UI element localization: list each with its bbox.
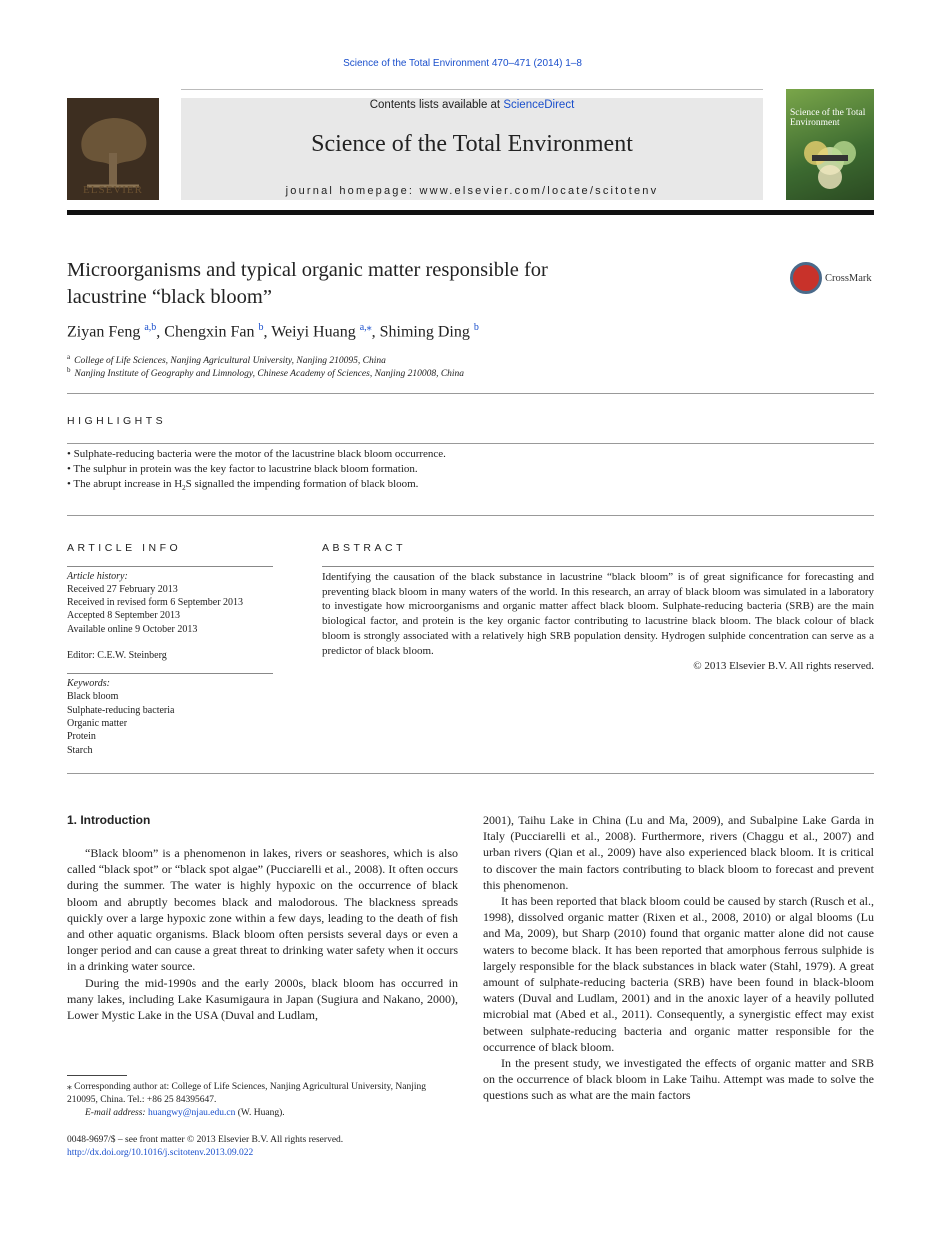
- author-name: Ziyan Feng: [67, 323, 145, 341]
- divider: [67, 515, 874, 516]
- highlight-text: S signalled the impending formation of black bloom.: [185, 478, 419, 490]
- author-separator: ,: [263, 323, 272, 341]
- footnote-rule: [67, 1075, 127, 1076]
- affiliation-mark: b: [67, 366, 71, 374]
- author-name: Weiyi Huang: [271, 323, 360, 341]
- highlight-item: • Sulphate-reducing bacteria were the motor of the lacustrine black bloom occurrence.: [67, 448, 446, 460]
- affiliation-mark: a: [67, 353, 71, 361]
- elsevier-wordmark: ELSEVIER: [83, 184, 143, 196]
- abstract-divider: [322, 566, 874, 567]
- keywords-label: Keywords:: [67, 678, 110, 689]
- cover-title: Science of the Total Environment: [790, 108, 866, 128]
- email-link[interactable]: huangwy@njau.edu.cn: [147, 1108, 236, 1118]
- contents-line: [181, 99, 763, 111]
- article-title: [67, 257, 687, 311]
- info-divider: [67, 566, 273, 567]
- abstract-text: Identifying the causation of the black substance in lacustrine “black bloom” is of great significance for forecasting and preventing black bloom in many waters of the world. In this research, an array of black bloom was simulated in a laboratory to investigate how microorganisms and organic matter affect black bloom. Sulphate-reducing bacteria (SRB) are the main biological factor, and protein is the key organic factor contributing to lacustrine black bloom. The black colour of black bloom is strongly associated with a relatively high SRB population density. Hydrogen sulphide concentration can serve as a predictor of black bloom.: [322, 571, 874, 657]
- keyword: Starch: [67, 745, 93, 756]
- subscript: 2: [182, 484, 186, 493]
- issn-line: 0048-9697/$ – see front matter © 2013 Elsevier B.V. All rights reserved.: [67, 1135, 344, 1145]
- elsevier-logo[interactable]: [67, 98, 159, 200]
- corresponding-author: ⁎ Corresponding author at: College of Life Sciences, Nanjing Agricultural University, Nanjing 210095, China. Tel.: +86 25 84395647.: [67, 1082, 426, 1105]
- header-top-rule: [181, 89, 763, 90]
- highlight-item: • The sulphur in protein was the key factor to lacustrine black bloom formation.: [67, 463, 418, 475]
- affiliation-a: [67, 353, 386, 366]
- intro-column-left: [67, 845, 458, 1023]
- history-revised: Received in revised form 6 September 2013: [67, 597, 244, 608]
- author-affiliation-mark[interactable]: a,⁎: [359, 322, 372, 333]
- paragraph: “Black bloom” is a phenomenon in lakes, rivers or seashores, which is also called “black spot” or “black spot algae” (Pucciarelli et al., 2008). It often occurs during the summer. The water is highly hypoxic on the occurrence of black bloom and abruptly becomes black and malodorous. The blackness spreads quickly over a large hypoxic zone within a few days, leading to the death of fish and other aquatic organisms. Black bloom often persists several days or even a longer period and can cause a great threat to drinking water safety when it occurs in a drinking water source.: [67, 846, 458, 974]
- crossmark-icon[interactable]: [790, 262, 822, 294]
- editor: Editor: C.E.W. Steinberg: [67, 650, 167, 661]
- affiliation-text: Nanjing Institute of Geography and Limnology, Chinese Academy of Sciences, Nanjing 210008, China: [74, 369, 465, 380]
- highlights-heading: HIGHLIGHTS: [67, 415, 167, 427]
- history-accepted: Accepted 8 September 2013: [67, 610, 181, 621]
- author-list: [67, 322, 479, 341]
- info-divider: [67, 673, 273, 674]
- author-affiliation-mark[interactable]: b: [258, 322, 264, 333]
- affiliation-b: [67, 366, 464, 379]
- affiliation-text: College of Life Sciences, Nanjing Agricultural University, Nanjing 210095, China: [74, 356, 386, 367]
- title-line-2: lacustrine “black bloom”: [67, 286, 272, 308]
- author-separator: ,: [371, 323, 380, 341]
- contents-prefix: Contents lists available at: [369, 99, 504, 111]
- keyword: Black bloom: [67, 691, 119, 702]
- doi-link[interactable]: http://dx.doi.org/10.1016/j.scitotenv.2013.09.022: [67, 1148, 254, 1158]
- paragraph: During the mid-1990s and the early 2000s, black bloom has occurred in many lakes, including Lake Kasumigaura in Japan (Sugiura and Nakano, 2000), Lower Mystic Lake in the USA (Duval and Ludlam,: [67, 975, 458, 1023]
- abstract-copyright: © 2013 Elsevier B.V. All rights reserved.: [693, 660, 874, 672]
- abstract-heading: ABSTRACT: [322, 542, 407, 554]
- highlight-item: [67, 478, 418, 492]
- author-name: Chengxin Fan: [164, 323, 259, 341]
- history-label: Article history:: [67, 571, 128, 582]
- paragraph: 2001), Taihu Lake in China (Lu and Ma, 2009), and Subalpine Lake Garda in Italy (Pucciarelli et al., 2008). Furthermore, rivers (Chaggu et al., 2007) and urban rivers (Qian et al., 2009) have also experienced black bloom. It is critical to discover the main factors contributing to black bloom to forecast and prevent this phenomenon.: [483, 813, 874, 892]
- cover-flower-icon: [786, 89, 874, 200]
- front-matter: [67, 1134, 343, 1160]
- journal-title: Science of the Total Environment: [311, 131, 633, 157]
- author-separator: ,: [156, 323, 165, 341]
- divider: [67, 773, 874, 774]
- email-line: [67, 1107, 458, 1120]
- intro-column-right: [483, 812, 874, 1104]
- divider: [67, 443, 874, 444]
- keyword: Organic matter: [67, 718, 128, 729]
- corresponding-footnote: [67, 1081, 458, 1120]
- crossmark-label[interactable]: CrossMark: [825, 273, 872, 284]
- title-line-1: Microorganisms and typical organic matter responsible for: [67, 259, 548, 281]
- author-name: Shiming Ding: [379, 323, 474, 341]
- section-heading: 1. Introduction: [67, 813, 151, 827]
- history-online: Available online 9 October 2013: [67, 624, 198, 635]
- journal-citation[interactable]: Science of the Total Environment 470–471 (2014) 1–8: [343, 58, 582, 69]
- divider: [67, 393, 874, 394]
- email-label: E-mail address:: [85, 1108, 148, 1118]
- homepage-prefix: journal homepage:: [285, 185, 420, 197]
- paragraph: It has been reported that black bloom could be caused by starch (Rusch et al., 1998), dissolved organic matter (Rixen et al., 2008, 2010) or algal blooms (Lu and Ma, 2009), but Sharp (2010) found that organic matter alone did not cause waters to become black. It has been reported that amorphous ferrous sulphide is largely responsible for the black substances in black water (Stahl, 1979). A great amount of sulphate-reducing bacteria (SRB) have been found in black-bloom waters (Duval and Ludlam, 2001) and in the anoxic layer of a heavily polluted microbial mat (Abed et al., 2011). Consequently, a synergistic effect may exist between sulphate-reducing bacteria and organic matter responsible for the occurrence of black bloom.: [483, 894, 874, 1054]
- highlight-text: • The abrupt increase in H: [67, 478, 183, 490]
- article-info-heading: ARTICLE INFO: [67, 542, 182, 554]
- journal-homepage: [181, 185, 763, 197]
- keyword: Protein: [67, 731, 96, 742]
- sciencedirect-link[interactable]: ScienceDirect: [503, 99, 575, 111]
- homepage-link[interactable]: www.elsevier.com/locate/scitotenv: [419, 185, 659, 197]
- history-received: Received 27 February 2013: [67, 584, 178, 595]
- email-suffix: (W. Huang).: [235, 1108, 285, 1118]
- journal-cover-image[interactable]: [786, 89, 874, 200]
- paragraph: In the present study, we investigated the effects of organic matter and SRB on the occurrence of black bloom in Lake Taihu. Attempt was made to solve the questions such as what are the main factors: [483, 1056, 874, 1103]
- keyword: Sulphate-reducing bacteria: [67, 705, 175, 716]
- author-affiliation-mark[interactable]: b: [473, 322, 479, 333]
- header-rule: [67, 210, 874, 215]
- author-affiliation-mark[interactable]: a,b: [144, 322, 157, 333]
